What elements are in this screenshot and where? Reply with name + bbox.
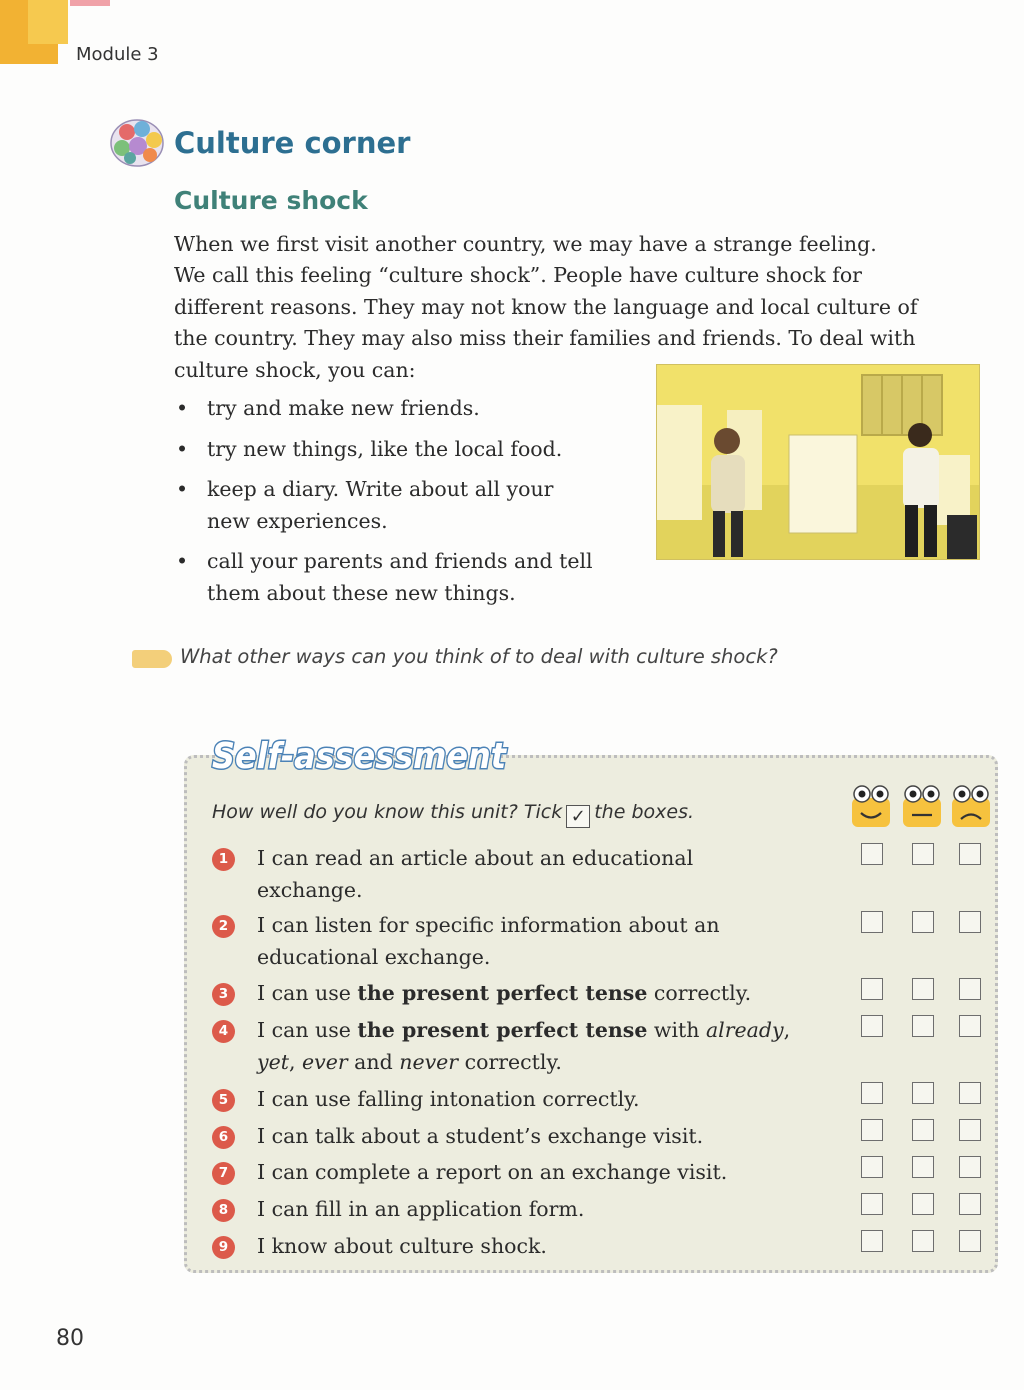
self-assessment-instruction	[212, 801, 694, 828]
item-text: I can read an article about an educational exchange.	[257, 846, 694, 902]
item-text: I can use the present perfect tense correctly.	[257, 981, 752, 1005]
item-number: 7	[212, 1162, 235, 1185]
checkbox-neutral-item-9[interactable]	[912, 1230, 934, 1252]
checkbox-happy-item-5[interactable]	[861, 1082, 883, 1104]
item-text: I can complete a report on an exchange visit.	[257, 1160, 728, 1184]
tick-example-icon: ✓	[566, 805, 590, 828]
checkbox-happy-item-9[interactable]	[861, 1230, 883, 1252]
item-text: I can use falling intonation correctly.	[257, 1087, 640, 1111]
item-number: 8	[212, 1199, 235, 1222]
assessment-item	[212, 1015, 812, 1078]
checkbox-neutral-item-8[interactable]	[912, 1193, 934, 1215]
checkbox-sad-item-8[interactable]	[959, 1193, 981, 1215]
checkbox-happy-item-3[interactable]	[861, 978, 883, 1000]
checkbox-sad-item-6[interactable]	[959, 1119, 981, 1141]
checkbox-sad-item-2[interactable]	[959, 911, 981, 933]
list-item: • try new things, like the local food.	[176, 436, 563, 461]
item-number: 6	[212, 1126, 235, 1149]
assessment-item	[212, 910, 812, 973]
item-number: 2	[212, 915, 235, 938]
list-item-text: try new things, like the local food.	[207, 436, 563, 461]
assessment-item	[212, 1194, 812, 1226]
item-text: I can listen for specific information about an educational exchange.	[257, 913, 720, 969]
checkbox-neutral-item-4[interactable]	[912, 1015, 934, 1037]
checkbox-happy-item-2[interactable]	[861, 911, 883, 933]
item-number: 3	[212, 983, 235, 1006]
checkbox-happy-item-4[interactable]	[861, 1015, 883, 1037]
checkbox-sad-item-5[interactable]	[959, 1082, 981, 1104]
paragraph-line: We call this feeling “culture shock”. People have culture shock for	[174, 263, 862, 288]
item-text: I can use the present perfect tense with already, yet, ever and never correctly.	[257, 1018, 791, 1074]
list-item: • keep a diary. Write about all your new experiences.	[176, 477, 554, 533]
list-item-text: new experiences.	[207, 508, 388, 533]
item-text: I can talk about a student’s exchange visit.	[257, 1124, 704, 1148]
checkbox-happy-item-1[interactable]	[861, 843, 883, 865]
checkbox-neutral-item-3[interactable]	[912, 978, 934, 1000]
checkbox-sad-item-9[interactable]	[959, 1230, 981, 1252]
assessment-item	[212, 1084, 812, 1116]
list-item: • call your parents and friends and tell them about these new things.	[176, 549, 593, 605]
item-number: 4	[212, 1020, 235, 1043]
checkbox-sad-item-4[interactable]	[959, 1015, 981, 1037]
paragraph-line: different reasons. They may not know the language and local culture of	[174, 294, 918, 319]
assessment-item	[212, 1231, 812, 1263]
question-marker	[132, 650, 172, 668]
list-item-text: call your parents and friends and tell	[207, 549, 593, 573]
item-text: I know about culture shock.	[257, 1234, 547, 1258]
intro-paragraph	[174, 229, 986, 386]
checkbox-happy-item-7[interactable]	[861, 1156, 883, 1178]
checkbox-sad-item-7[interactable]	[959, 1156, 981, 1178]
assessment-item	[212, 843, 812, 906]
checkbox-neutral-item-5[interactable]	[912, 1082, 934, 1104]
tips-list	[174, 393, 634, 618]
svg-text:Self-assessment: Self-assessment	[212, 736, 508, 777]
discussion-question: What other ways can you think of to deal with culture shock?	[180, 645, 778, 668]
checkbox-sad-item-1[interactable]	[959, 843, 981, 865]
module-label: Module 3	[76, 44, 159, 65]
happy-face-icon	[851, 784, 891, 828]
checkbox-neutral-item-6[interactable]	[912, 1119, 934, 1141]
section-title: Culture corner	[174, 126, 411, 160]
paragraph-line: When we first visit another country, we may have a strange feeling.	[174, 232, 877, 256]
item-text: I can fill in an application form.	[257, 1197, 585, 1221]
assessment-item	[212, 1157, 812, 1189]
culture-globe-icon	[110, 118, 166, 168]
instruction-text: How well do you know this unit? Tick	[212, 801, 563, 823]
corner-decoration-stripe	[70, 0, 110, 6]
list-item-text: try and make new friends.	[207, 396, 480, 420]
item-number: 1	[212, 848, 235, 871]
checkbox-neutral-item-2[interactable]	[912, 911, 934, 933]
checkbox-happy-item-8[interactable]	[861, 1193, 883, 1215]
item-number: 9	[212, 1236, 235, 1259]
self-assessment-title	[206, 728, 514, 782]
corner-decoration-inner	[28, 0, 68, 44]
item-number: 5	[212, 1089, 235, 1112]
classroom-photo	[656, 364, 980, 560]
section-subtitle: Culture shock	[174, 186, 368, 215]
paragraph-line: the country. They may also miss their families and friends. To deal with	[174, 326, 916, 351]
checkbox-neutral-item-7[interactable]	[912, 1156, 934, 1178]
checkbox-neutral-item-1[interactable]	[912, 843, 934, 865]
list-item: • try and make new friends.	[176, 396, 480, 420]
list-item-text: keep a diary. Write about all your	[207, 477, 554, 501]
checkbox-sad-item-3[interactable]	[959, 978, 981, 1000]
paragraph-line: culture shock, you can:	[174, 357, 416, 382]
checkbox-happy-item-6[interactable]	[861, 1119, 883, 1141]
sad-face-icon	[951, 784, 991, 828]
neutral-face-icon	[902, 784, 942, 828]
list-item-text: them about these new things.	[207, 580, 516, 605]
assessment-item	[212, 978, 812, 1010]
instruction-text: the boxes.	[594, 801, 695, 823]
assessment-item	[212, 1121, 812, 1153]
page-number: 80	[56, 1326, 84, 1351]
